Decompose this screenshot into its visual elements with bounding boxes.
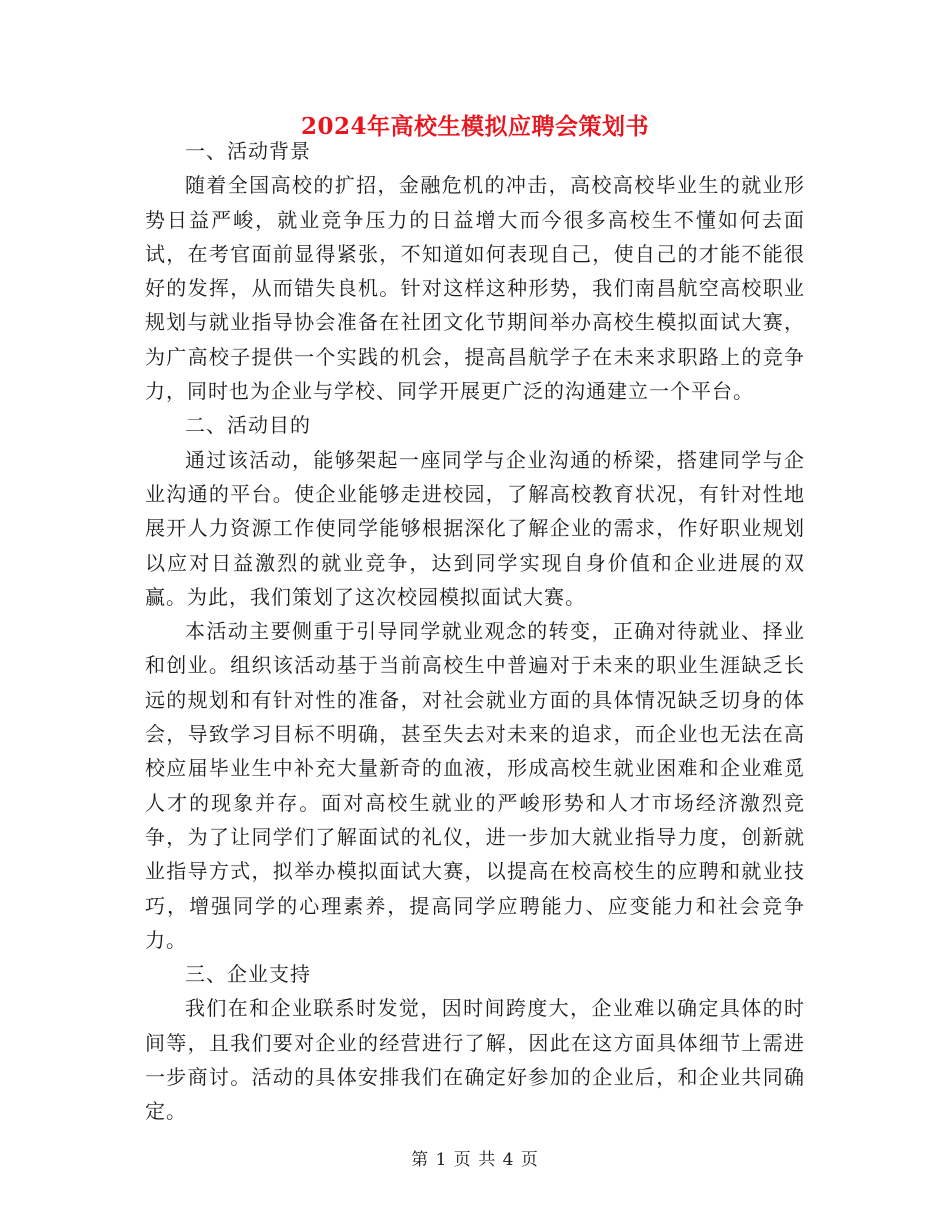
paragraph-purpose-2: 本活动主要侧重于引导同学就业观念的转变，正确对待就业、择业和创业。组织该活动基于当前高校生中普遍对于未来的职业生涯缺乏长远的规划和有针对性的准备，对社会就业方面的具体情况缺乏切身的体会，导致学习目标不明确，甚至失去对未来的追求，而企业也无法在高校应届毕业生中补充大量新奇的血液，形成高校生就业困难和企业难觅人才的现象并存。面对高校生就业的严峻形势和人才市场经济激烈竞争，为了让同学们了解面试的礼仪，进一步加大就业指导力度，创新就业指导方式，拟举办模拟面试大赛，以提高在校高校生的应聘和就业技巧，增强同学的心理素养，提高同学应聘能力、应变能力和社会竞争力。 [145,619,805,952]
paragraph-background: 随着全国高校的扩招，金融危机的冲击，高校高校毕业生的就业形势日益严峻，就业竞争压力的日益增大而今很多高校生不懂如何去面试，在考官面前显得紧张，不知道如何表现自己，使自己的才能不能很好的发挥，从而错失良机。针对这样这种形势，我们南昌航空高校职业规划与就业指导协会准备在社团文化节期间举办高校生模拟面试大赛，为广高校子提供一个实践的机会，提高昌航学子在未来求职路上的竞争力，同时也为企业与学校、同学开展更广泛的沟通建立一个平台。 [145,173,805,404]
section-heading-purpose: 二、活动目的 [185,413,311,438]
paragraph-purpose-1: 通过该活动，能够架起一座同学与企业沟通的桥梁，搭建同学与企业沟通的平台。使企业能够走进校园，了解高校教育状况，有针对性地展开人力资源工作使同学能够根据深化了解企业的需求，作好职业规划以应对日益激烈的就业竞争，达到同学实现自身价值和企业进展的双赢。为此，我们策划了这次校园模拟面试大赛。 [145,447,805,609]
section-heading-enterprise-support: 三、企业支持 [185,962,311,987]
document-body [145,134,805,1129]
section-heading-background: 一、活动背景 [185,139,311,163]
paragraph-enterprise-support: 我们在和企业联系时发觉，因时间跨度大，企业难以确定具体的时间等，且我们要对企业的经营进行了解，因此在这方面具体细节上需进一步商讨。活动的具体安排我们在确定好参加的企业后，和企业共同确定。 [145,996,805,1124]
page-footer: 第 1 页 共 4 页 [411,1150,539,1170]
document-title: 2024年高校生模拟应聘会策划书 [300,113,649,140]
